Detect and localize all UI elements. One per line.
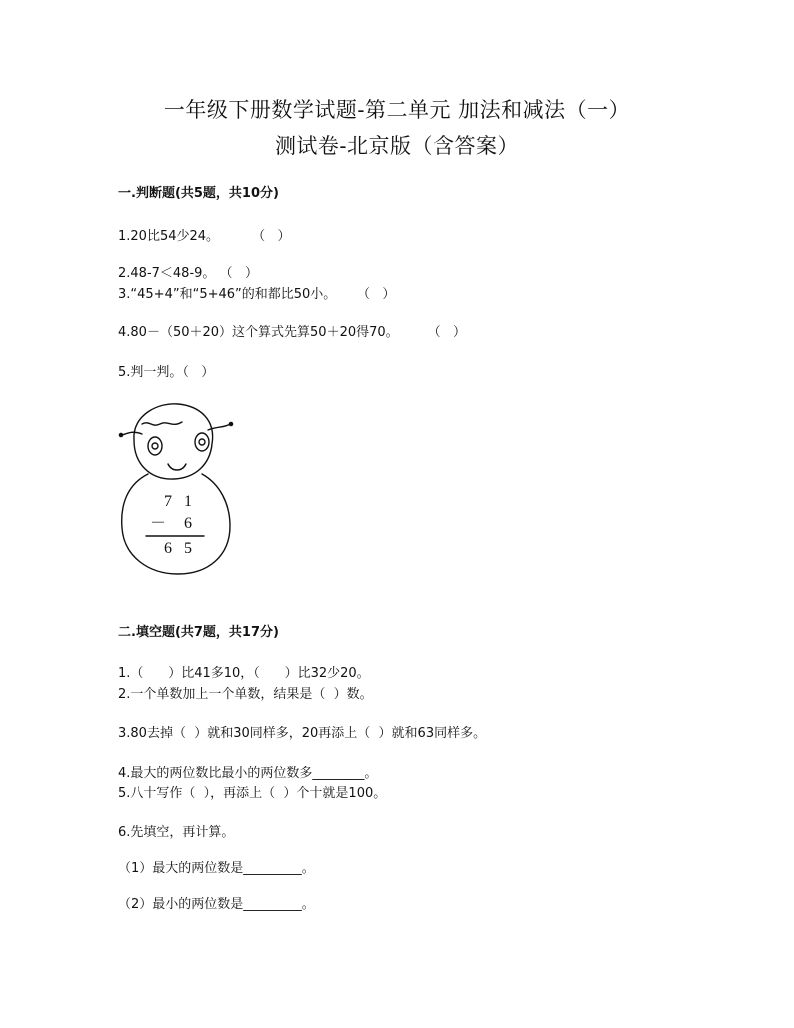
right-eye [195, 433, 209, 451]
fill-question-3: 3.80去掉（ ）就和30同样多，20再添上（ ）就和63同样多。 [118, 726, 487, 741]
fill-question-4: 4.最大的两位数比最小的两位数多________。 [118, 766, 378, 781]
section-2-heading: 二.填空题(共7题，共17分) [118, 625, 279, 640]
fill-question-6: 6.先填空，再计算。 [118, 825, 235, 840]
digit-subtrahend: 6 [184, 515, 192, 532]
fill-question-2: 2.一个单数加上一个单数，结果是（ ）数。 [118, 687, 373, 702]
fill-question-6-part-2: （2）最小的两位数是_________。 [118, 897, 315, 912]
digit-tens-top: 7 [164, 493, 172, 510]
left-eye [148, 437, 162, 455]
section-1-heading: 一.判断题(共5题，共10分) [118, 186, 279, 201]
fill-question-1: 1.（ ）比41多10，（ ）比32少20。 [118, 666, 370, 681]
minus-sign: － [150, 515, 167, 532]
cartoon-figure-subtraction [112, 400, 242, 580]
document-title-line-2: 测试卷-北京版（含答案） [274, 134, 520, 158]
document-title-line-1: 一年级下册数学试题-第二单元 加法和减法（一） [163, 98, 631, 122]
left-antenna [122, 432, 142, 435]
digit-result-ones: 5 [184, 540, 192, 557]
judge-question-5: 5.判一判。（ ） [118, 365, 215, 380]
fill-question-6-part-1: （1）最大的两位数是_________。 [118, 861, 315, 876]
digit-ones-top: 1 [184, 493, 192, 510]
digit-result-tens: 6 [164, 540, 172, 557]
body-outline [122, 474, 230, 574]
fill-question-5: 5.八十写作（ ），再添上（ ）个十就是100。 [118, 786, 387, 801]
head-outline [134, 404, 213, 479]
judge-question-1: 1.20比54少24。 （ ） [118, 229, 291, 244]
judge-question-2: 2.48-7＜48-9。 （ ） [118, 266, 258, 281]
judge-question-4: 4.80－（50＋20）这个算式先算50＋20得70。 （ ） [118, 325, 466, 340]
judge-question-3: 3.“45+4”和“5+46”的和都比50小。 （ ） [118, 287, 396, 302]
smile [168, 464, 186, 470]
